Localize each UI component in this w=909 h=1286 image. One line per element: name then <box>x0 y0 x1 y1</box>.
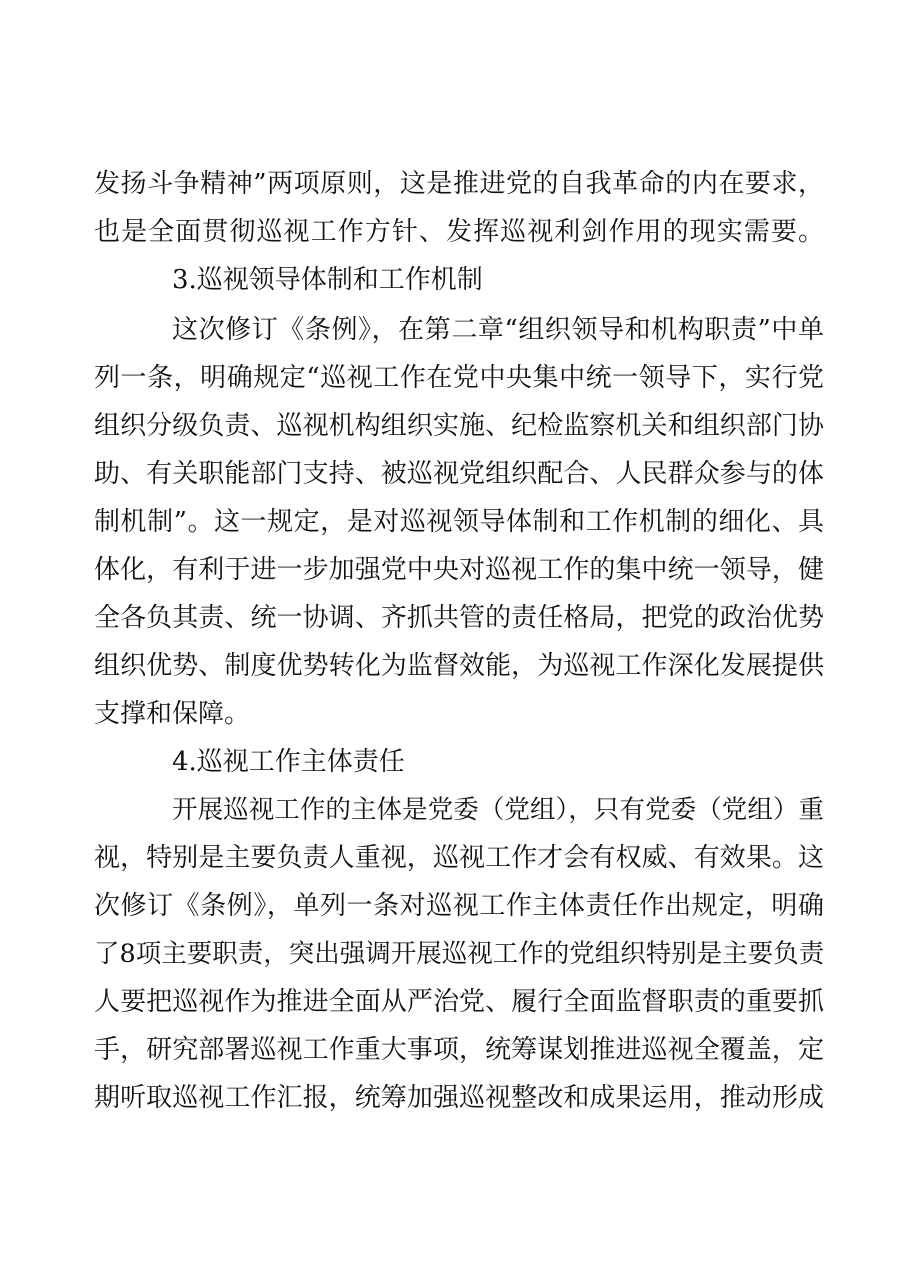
paragraph-first-line: 开展巡视工作的主体是党委（党组），只有党委（党组）重 <box>172 795 824 825</box>
text-line: 次修订《条例》，单列一条对巡视工作主体责任作出规定，明确 <box>94 891 824 921</box>
text-line: 组织分级负责、巡视机构组织实施、纪检监察机关和组织部门协 <box>94 411 824 441</box>
section-heading: 3.巡视领导体制和工作机制 <box>172 265 483 295</box>
text-line: 体化，有利于进一步加强党中央对巡视工作的集中统一领导，健 <box>94 555 824 585</box>
text-line: 手，研究部署巡视工作重大事项，统筹谋划推进巡视全覆盖，定 <box>94 1035 824 1065</box>
text-line: 视，特别是主要负责人重视，巡视工作才会有权威、有效果。这 <box>94 843 824 873</box>
text-line: 列一条，明确规定“巡视工作在党中央集中统一领导下，实行党 <box>94 363 824 393</box>
text-line: 发扬斗争精神”两项原则，这是推进党的自我革命的内在要求， <box>94 169 824 199</box>
text-line: 制机制”。这一规定，是对巡视领导体制和工作机制的细化、具 <box>94 507 824 537</box>
text-line: 也是全面贯彻巡视工作方针、发挥巡视利剑作用的现实需要。 <box>94 217 824 247</box>
text-line: 了8项主要职责，突出强调开展巡视工作的党组织特别是主要负责 <box>94 939 824 969</box>
text-line: 全各负其责、统一协调、齐抓共管的责任格局，把党的政治优势 <box>94 603 824 633</box>
text-line: 期听取巡视工作汇报，统筹加强巡视整改和成果运用，推动形成 <box>94 1083 824 1113</box>
section-heading: 4.巡视工作主体责任 <box>172 747 405 777</box>
text-line: 人要把巡视作为推进全面从严治党、履行全面监督职责的重要抓 <box>94 987 824 1017</box>
text-line: 组织优势、制度优势转化为监督效能，为巡视工作深化发展提供 <box>94 651 824 681</box>
paragraph-first-line: 这次修订《条例》，在第二章“组织领导和机构职责”中单 <box>172 315 824 345</box>
text-line: 助、有关职能部门支持、被巡视党组织配合、人民群众参与的体 <box>94 459 824 489</box>
paragraph-last-line: 支撑和保障。 <box>94 699 251 729</box>
